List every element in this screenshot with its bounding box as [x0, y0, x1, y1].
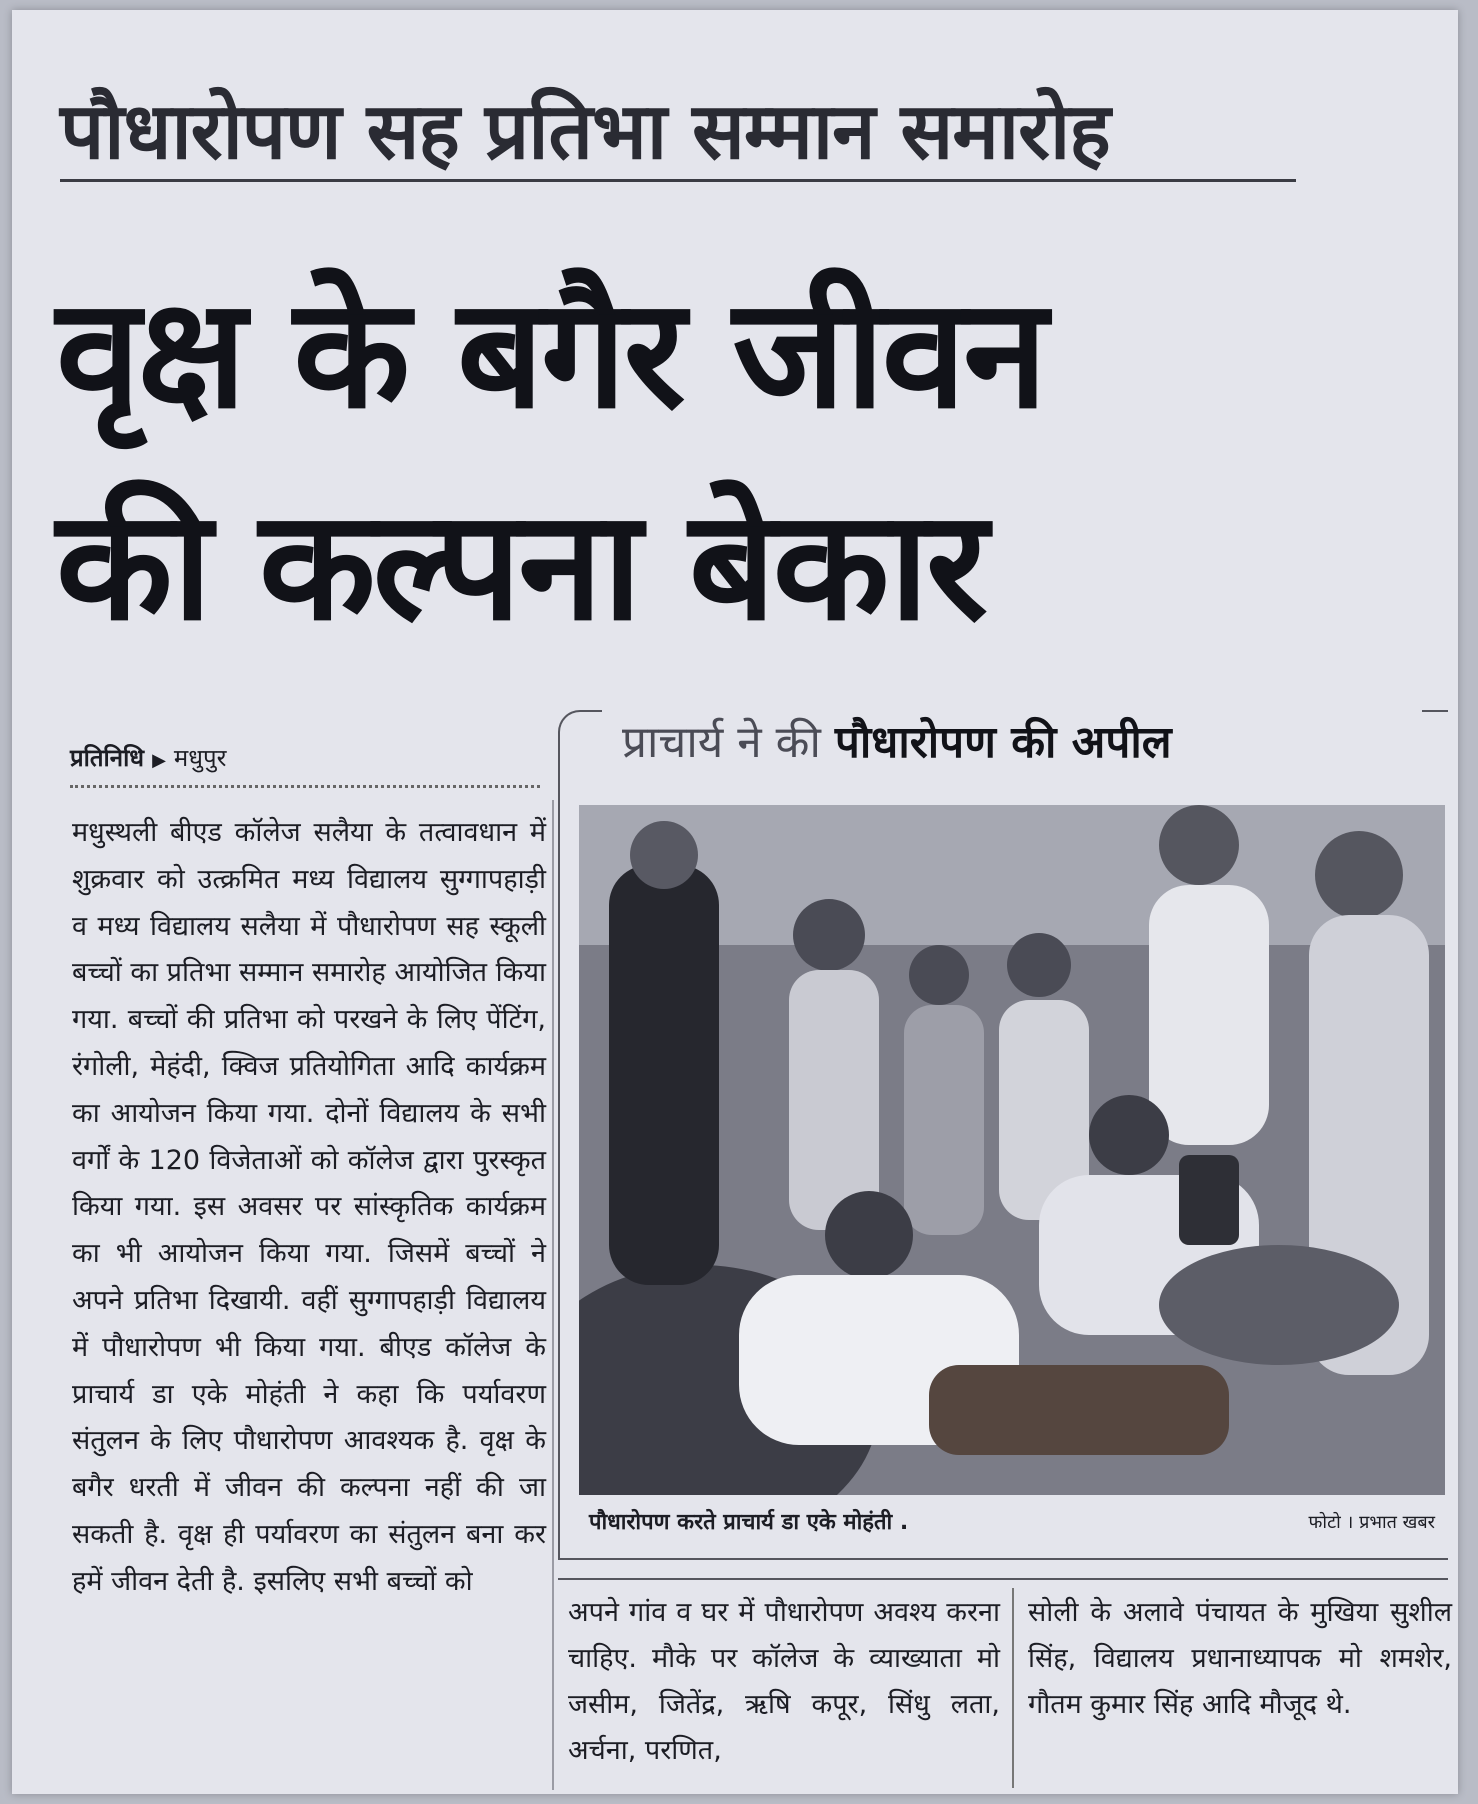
headline-line-1: वृक्ष के बगैर जीवन [56, 265, 1045, 442]
photo-credit: फोटो । प्रभात खबर [1308, 1512, 1435, 1533]
article-body-column-3: सोली के अलावे पंचायत के मुखिया सुशील सिंह, विद्यालय प्रधानाध्यापक मो शमशेर, गौतम कुमार सिंह आदि मौजूद थे. [1028, 1597, 1452, 1720]
triangle-right-icon: ▶ [152, 750, 166, 771]
sidebar-bottom-rule [558, 1578, 1448, 1580]
dateline-place: मधुपुर [173, 744, 227, 772]
newspaper-clipping [12, 10, 1458, 1794]
photo-caption-bar [579, 1500, 1445, 1546]
article-body-column-1 [72, 810, 546, 1606]
column-divider [552, 800, 554, 1790]
dateline-author: प्रतिनिधि [70, 744, 145, 772]
article-kicker: पौधारोपण सह प्रतिभा सम्मान समारोह [60, 82, 1296, 182]
column-divider [1012, 1588, 1014, 1788]
sidebar-title [602, 710, 1422, 776]
headline-line-2: की कल्पना बेकार [56, 477, 986, 654]
article-headline [56, 248, 1436, 672]
sidebar-title-light: प्राचार्य ने की [622, 717, 821, 768]
body-paragraph: मधुस्थली बीएड कॉलेज सलैया के तत्वावधान में शुक्रवार को उत्क्रमित मध्य विद्यालय सुग्गापहाड़ी व मध्य विद्यालय सलैया में पौधारोपण सह स्कूली बच्चों का प्रतिभा सम्मान समारोह आयोजित किया गया. बच्चों की प्रतिभा को परखने के लिए पेंटिंग, रंगोली, मेहंदी, क्विज प्रतियोगिता आदि कार्यक्रम का आयोजन किया गया. दोनों विद्यालय के सभी वर्गों के 120 विजेताओं को कॉलेज द्वारा पुरस्कृत किया गया. इस अवसर पर सांस्कृतिक कार्यक्रम का भी आयोजन किया गया. जिसमें बच्चों ने अपने प्रतिभा दिखायी. वहीं सुग्गापहाड़ी विद्यालय में पौधारोपण भी किया गया. बीएड कॉलेज के प्राचार्य डा एके मोहंती ने कहा कि पर्यावरण संतुलन के लिए पौधारोपण आवश्यक है. वृक्ष के बगैर धरती में जीवन की कल्पना नहीं की जा सकती है. वृक्ष ही पर्यावरण का संतुलन बना कर हमें जीवन देती है. इसलिए सभी बच्चों को [72, 817, 546, 1597]
photo-caption: पौधारोपण करते प्राचार्य डा एके मोहंती . [589, 1510, 909, 1535]
news-photo [579, 805, 1445, 1495]
article-body-column-2: अपने गांव व घर में पौधारोपण अवश्य करना चाहिए. मौके पर कॉलेज के व्याख्याता मो जसीम, जितेंद्र, ऋषि कपूर, सिंधु लता, अर्चना, परणित, [568, 1597, 1000, 1766]
sidebar-title-bold: पौधारोपण की अपील [834, 717, 1172, 768]
dateline [70, 728, 540, 788]
photo-illustration [579, 805, 1445, 1495]
